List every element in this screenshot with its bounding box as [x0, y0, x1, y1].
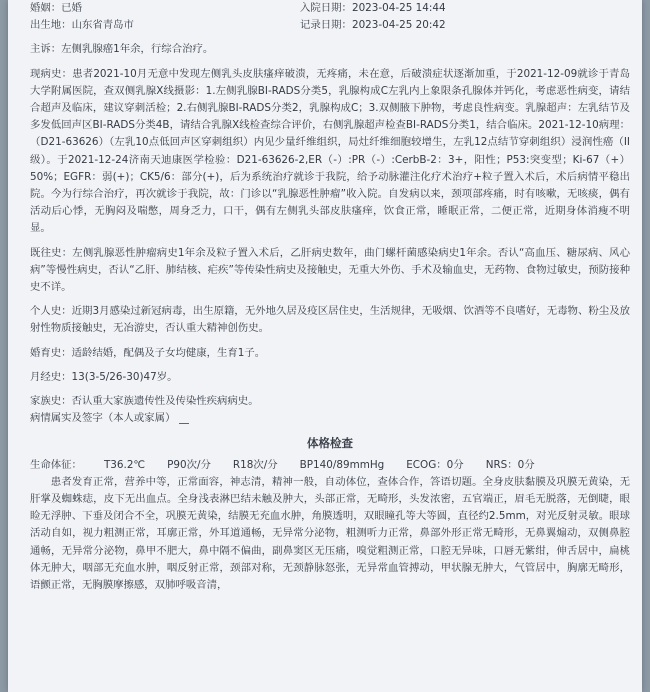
admit-date-value: 2023-04-25 14:44 — [351, 2, 446, 14]
birthplace-label: 出生地： — [30, 19, 72, 32]
pulse: P90次/分 — [167, 458, 211, 471]
chief-complaint: 主诉：左侧乳腺癌1年余，行综合治疗。 — [30, 43, 214, 56]
marital-value: 已婚 — [61, 2, 82, 14]
record-date-label: 记录日期： — [300, 19, 352, 32]
vital-signs — [30, 457, 630, 474]
exam-body: 患者发育正常，营养中等，正常面容，神志清，精神一般，自动体位，查体合作，答语切题。全身皮肤黏膜及巩膜无黄染，无肝掌及蜘蛛痣，皮下无出血点。全身浅表淋巴结未触及肿大，头部正常，无畸形，头发浓密，五官端正，眉毛无脱落，无倒睫，眼睑无浮肿、下垂及闭合不全，巩膜无黄染，结膜无充血水肿，角膜透明，双眼瞳孔等大等圆，直径约2.5mm，对光反射灵敏。眼球活动自如，视力粗测正常，耳廓正常，外耳道通畅，无异常分泌物，粗测听力正常，鼻部外形正常无畸形，无鼻翼煽动，双侧鼻腔通畅，无异常分泌物，鼻甲不肥大，鼻中隔不偏曲，副鼻窦区无压痛，嗅觉粗测正常，口腔无异味，口唇无紫绀，伸舌居中，扁桃体无肿大，咽部无充血水肿，咽反射正常，颈部对称，无颈静脉怒张，无异常血管搏动，甲状腺无肿大，气管居中，胸廓无畸形，语颤正常，无胸膜摩擦感，双肺呼吸音清， — [30, 475, 630, 592]
marital-label: 婚姻： — [30, 2, 62, 14]
header-row-1 — [30, 0, 630, 17]
record-date-value: 2023-04-25 20:42 — [351, 19, 446, 32]
exam-title: 体格检查 — [307, 436, 353, 451]
admit-date-label: 入院日期： — [300, 2, 352, 14]
personal-history: 个人史：近期3月感染过新冠病毒，出生原籍，无外地久居及疫区居住史，生活规律，无吸烟、饮酒等不良嗜好，无毒物、粉尘及放射性物质接触史，无冶游史，否认重大精神创伤史。 — [30, 305, 630, 335]
present-illness: 现病史：患者2021-10月无意中发现左侧乳头皮肤瘙痒破溃，无疼痛，未在意，后破溃症状逐渐加重，于2021-12-09就诊于青岛大学附属医院，查双侧乳腺X线摄影：1.左侧乳腺BI-RADS分类5，乳腺构成C左乳内上象限条孔腺体并钙化，考虑恶性病变，请结合超声及临床，建议穿刺活检；2.右侧乳腺BI-RADS分类2，乳腺构成C；3.双侧腋下肿物，考虑良性病变。乳腺超声：左乳结节及多发低回声区BI-RADS分类4B，请结合乳腺X线检查综合评价，右侧乳腺超声检查BI-RADS分类1，结合临床。2021-12-10病理：（D21-63626）（左乳10点低回声区穿刺组织）内见少量纤维组织，局灶纤维细胞较增生，左乳12点结节穿刺组织）浸润性癌（II级）。于2021-12-24济南天迪康医学检验：D21-63626-2,ER（-）:PR（-）:CerbB-2：3+，阳性；P53:突变型；Ki-67（+）50%；EGFR：弱(+)；CK5/6：部分(+)，后为系统治疗就诊于我院，给予动脉灌注化疗术治疗+粒子置入术后，术后病情平稳出院。今为行综合治疗，再次就诊于我院，故：门诊以“乳腺恶性肿瘤”收入院。自发病以来，颈项部疼痛，时有咳嗽，无咳痰，偶有活动后心悸，无胸闷及喘憋，周身乏力，口干，偶有左侧乳头部皮肤瘙痒，饮食正常，睡眠正常，二便正常，近期身体消瘦不明显。 — [30, 67, 630, 235]
menstrual-history: 月经史：13(3-5/26-30)47岁。 — [30, 370, 178, 383]
past-history: 既往史：左侧乳腺恶性肿瘤病史1年余及粒子置入术后，乙肝病史数年，曲门螺杆菌感染病史1年余。否认“高血压、糖尿病、风心病”等慢性病史，否认“乙肝、肺结核、疟疾”等传染性病史及接触史，无重大外伤、手术及输血史，无药物、食物过敏史，预防接种史不详。 — [30, 246, 630, 294]
medical-record — [30, 0, 630, 594]
blood-pressure: BP140/89mmHg — [299, 458, 385, 471]
signature-label: 病情属实及签字（本人或家属） — [30, 412, 176, 425]
signature-line — [30, 410, 630, 427]
header-row-2 — [30, 17, 630, 34]
respiration: R18次/分 — [232, 458, 278, 471]
birthplace-value: 山东省青岛市 — [71, 19, 134, 32]
vitals-label: 生命体征： — [30, 458, 82, 471]
document-page — [8, 0, 642, 692]
signature-mark — [179, 413, 189, 424]
family-history: 家族史：否认重大家族遗传性及传染性疾病病史。 — [30, 395, 259, 408]
temperature: T36.2℃ — [103, 458, 146, 471]
ecog-score: ECOG：0分 — [406, 458, 464, 471]
marriage-history: 婚育史：适龄结婚，配偶及子女均健康，生育1子。 — [30, 346, 266, 359]
nrs-score: NRS：0分 — [485, 458, 535, 471]
